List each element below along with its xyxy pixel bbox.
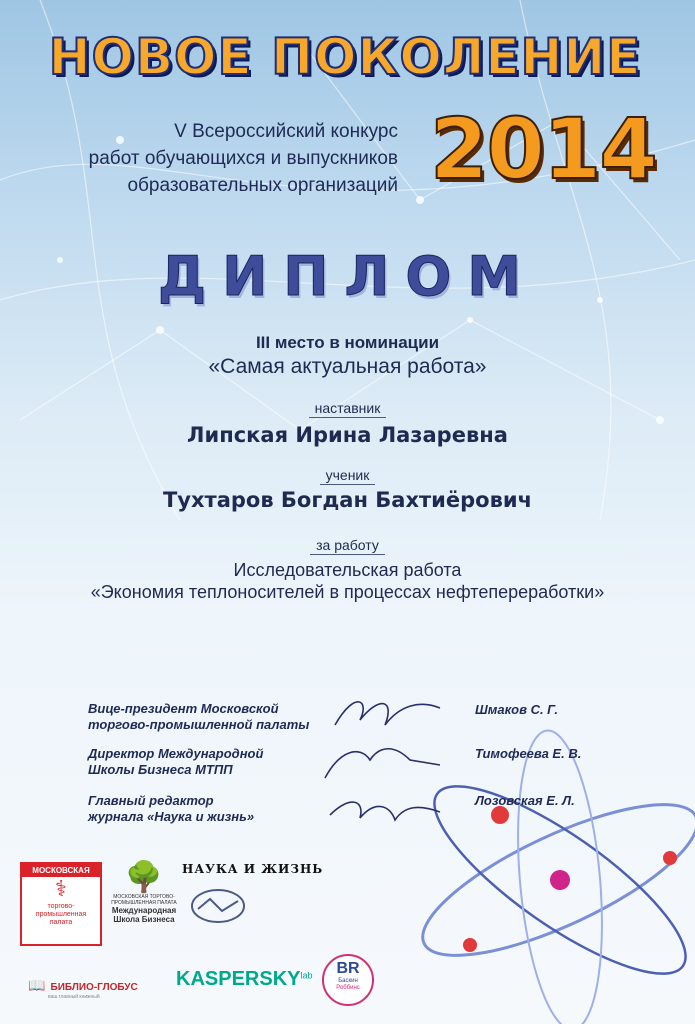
br-sub-1: Баскин <box>338 978 358 984</box>
signatory-role-1-line-1: Вице-президент Московской <box>88 701 279 716</box>
work-line-2: «Экономия теплоносителей в процессах нефтепереработки» <box>90 582 605 602</box>
nomination-text: «Самая актуальная работа» <box>208 355 487 378</box>
signatory-role-3-line-1: Главный редактор <box>88 793 214 808</box>
mtpp-logo-bottom-2: промышленная <box>35 911 87 918</box>
diploma-heading: ДИПЛОМ <box>158 245 537 308</box>
contest-description <box>28 118 398 199</box>
signatory-name-2: Тимофеева Е. В. <box>475 746 582 761</box>
mentor-label-text: наставник <box>309 400 387 418</box>
signatory-role-2 <box>88 746 328 778</box>
biblio-sub: ваш главный книжный <box>48 994 100 1000</box>
signatory-name-1: Шмаков С. Г. <box>475 702 558 717</box>
event-year: 2014 <box>430 100 656 198</box>
biblio-globus-logo <box>28 975 138 1000</box>
baskin-robbins-logo <box>322 954 374 1006</box>
school-line-3: Международная <box>111 906 177 915</box>
signatory-role-3 <box>88 793 328 825</box>
contest-line-2: работ обучающихся и выпускников <box>88 148 398 169</box>
kaspersky-logo <box>176 968 313 991</box>
kaspersky-lab: lab <box>300 970 313 981</box>
school-logo <box>104 862 184 924</box>
tree-icon: 🌳 <box>125 860 163 895</box>
contest-line-1: V Всероссийский конкурс <box>174 121 398 142</box>
place-text: III место в номинации <box>255 333 440 352</box>
student-name: Тухтаров Богдан Бахтиёрович <box>162 488 533 512</box>
student-label-text: ученик <box>320 467 376 485</box>
atom-graphic <box>405 727 695 1024</box>
nauka-logo: НАУКА И ЖИЗНЬ <box>182 862 324 876</box>
event-title: НОВОЕ ПОКОЛЕНИЕ <box>48 28 642 86</box>
signatory-role-2-line-2: Школы Бизнеса МТПП <box>88 762 233 777</box>
mentor-label <box>0 400 695 416</box>
mtpp-logo-top: МОСКОВСКАЯ <box>22 864 100 877</box>
kaspersky-text: KASPERSKY <box>176 968 301 990</box>
signatory-role-2-line-1: Директор Международной <box>88 746 264 761</box>
br-sub-2: Роббинс <box>336 985 360 991</box>
work-line-1: Исследовательская работа <box>233 560 462 580</box>
signatory-role-1-line-2: торгово-промышленной палаты <box>88 717 310 732</box>
work-label-text: за работу <box>310 537 385 555</box>
book-icon: 📖 <box>28 978 46 994</box>
signatory-role-3-line-2: журнала «Наука и жизнь» <box>88 809 255 824</box>
mtpp-logo-bottom-1: торгово- <box>47 903 75 910</box>
school-line-1: МОСКОВСКАЯ ТОРГОВО- <box>113 894 175 900</box>
caduceus-icon: ⚕ <box>55 877 67 902</box>
school-line-4: Школа Бизнеса <box>113 915 175 924</box>
mtpp-logo <box>20 862 102 946</box>
work-label <box>0 537 695 553</box>
mtpp-logo-bottom-3: палата <box>49 919 73 926</box>
signatory-role-1 <box>88 701 328 733</box>
signatory-name-3: Лозовская Е. Л. <box>475 793 575 808</box>
biblio-text: БИБЛИО-ГЛОБУС <box>50 982 138 993</box>
nauka-emblem-icon <box>188 885 248 927</box>
contest-line-3: образовательных организаций <box>127 175 398 196</box>
mentor-name: Липская Ирина Лазаревна <box>187 423 508 447</box>
student-label <box>0 467 695 483</box>
school-line-2: ПРОМЫШЛЕННАЯ ПАЛАТА <box>111 900 177 906</box>
br-mark: BR <box>336 960 360 977</box>
